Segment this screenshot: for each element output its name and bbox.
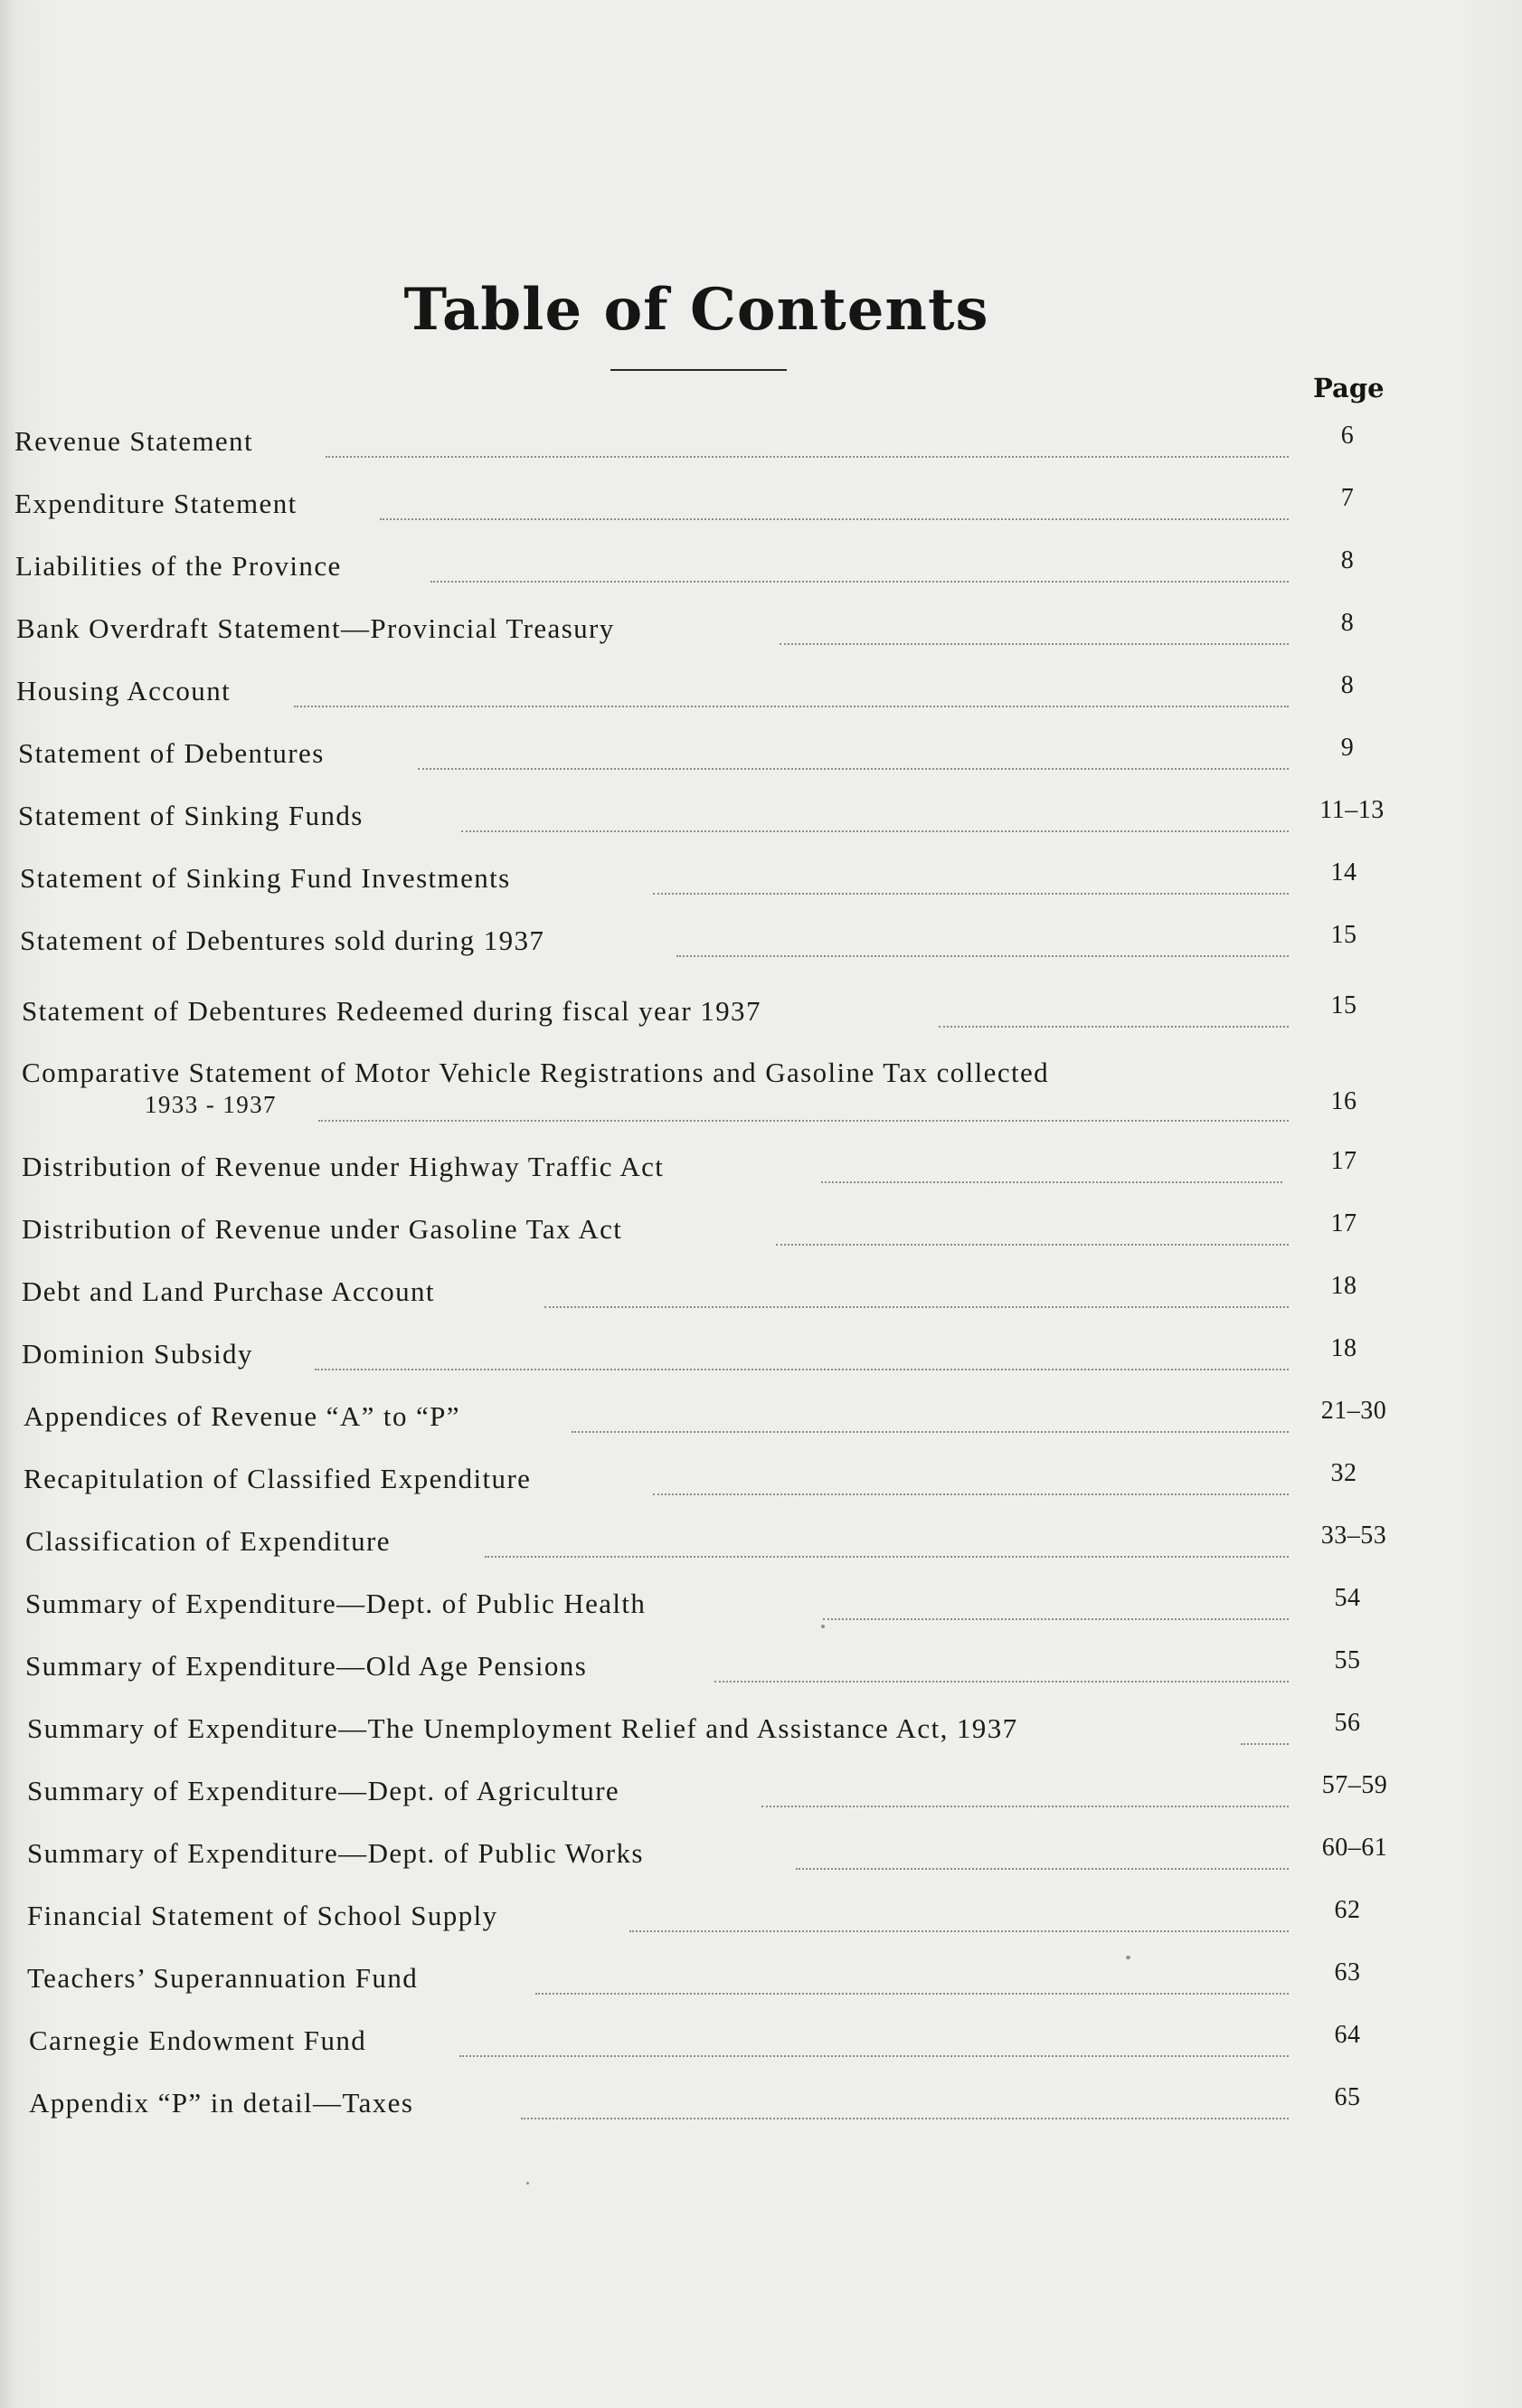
toc-entry-label: Summary of Expenditure—The Unemployment Relief and Assistance Act, 1937: [27, 1712, 1018, 1744]
toc-entry-label-continued: 1933 - 1937: [145, 1091, 277, 1118]
toc-entry: [0, 671, 1522, 720]
toc-entry-label: Debt and Land Purchase Account: [22, 1275, 435, 1307]
dot-leader: [485, 1532, 1289, 1558]
toc-entry-page: 16: [1330, 1087, 1357, 1115]
toc-entry-page: 15: [1330, 991, 1357, 1019]
toc-entry-page: 32: [1330, 1459, 1357, 1487]
toc-entry: [0, 1834, 1522, 1882]
toc-entry-page: 14: [1330, 858, 1357, 886]
page-title: Table of Contents: [403, 276, 989, 344]
toc-entry: [0, 796, 1522, 845]
toc-entry: [0, 1209, 1522, 1258]
dot-leader: [653, 869, 1289, 895]
toc-entry-label: Distribution of Revenue under Highway Traffic Act: [22, 1151, 665, 1182]
dot-leader: [535, 1969, 1289, 1995]
toc-entry: [0, 609, 1522, 658]
toc-entry: [0, 484, 1522, 533]
toc-entry: [0, 734, 1522, 782]
dot-leader: [521, 2094, 1289, 2119]
dot-leader: [821, 1158, 1282, 1183]
toc-entry-label: Bank Overdraft Statement—Provincial Treasury: [16, 612, 615, 644]
toc-entry-page: 65: [1334, 2083, 1361, 2111]
toc-entry-page: 6: [1340, 422, 1355, 450]
dot-leader: [461, 807, 1289, 832]
toc-entry-label: Comparative Statement of Motor Vehicle Registrations and Gasoline Tax collected: [22, 1057, 1050, 1088]
dot-leader: [676, 932, 1289, 957]
toc-entry-page: 17: [1330, 1147, 1357, 1175]
toc-entry-label: Distribution of Revenue under Gasoline Tax Act: [22, 1213, 623, 1245]
toc-entry-page: 8: [1340, 609, 1355, 637]
toc-entry: [0, 1646, 1522, 1695]
toc-entry-label: Appendix “P” in detail—Taxes: [29, 2087, 414, 2119]
toc-entry-page: 18: [1330, 1334, 1357, 1362]
toc-entry-label: Statement of Debentures sold during 1937: [20, 924, 545, 956]
toc-entry-label: Dominion Subsidy: [22, 1338, 253, 1370]
toc-entry-label: Summary of Expenditure—Old Age Pensions: [25, 1650, 588, 1682]
dot-leader: [780, 620, 1289, 645]
print-speck: [1126, 1956, 1130, 1959]
toc-entry: [0, 1896, 1522, 1945]
toc-entry: [0, 991, 1522, 1040]
dot-leader: [315, 1345, 1289, 1370]
toc-entry: [0, 2021, 1522, 2070]
toc-entry: [0, 1147, 1522, 1196]
toc-entry-label: Teachers’ Superannuation Fund: [27, 1962, 419, 1994]
toc-entry-page: 33–53: [1320, 1522, 1387, 1550]
toc-entry-page: 18: [1330, 1272, 1357, 1300]
toc-entry: [0, 546, 1522, 595]
toc-entry-label: Expenditure Statement: [14, 488, 298, 519]
toc-entry-label: Summary of Expenditure—Dept. of Public Works: [27, 1837, 644, 1869]
dot-leader: [796, 1844, 1289, 1870]
dot-leader: [326, 432, 1289, 458]
dot-leader: [418, 744, 1289, 770]
toc-entry-label: Statement of Debentures: [18, 737, 325, 769]
toc-entry-page: 62: [1334, 1896, 1361, 1924]
toc-entry-label: Summary of Expenditure—Dept. of Public Health: [25, 1588, 647, 1619]
dot-leader: [572, 1408, 1289, 1433]
dot-leader: [430, 557, 1289, 583]
toc-entry-page: 55: [1334, 1646, 1361, 1674]
dot-leader: [653, 1470, 1289, 1495]
toc-entry-label: Classification of Expenditure: [25, 1525, 391, 1557]
dot-leader: [939, 1002, 1289, 1028]
dot-leader: [776, 1220, 1289, 1246]
toc-entry-page: 63: [1334, 1958, 1361, 1986]
page-column-header: Page: [1313, 373, 1385, 403]
toc-entry: [0, 422, 1522, 470]
toc-entry-label: Statement of Debentures Redeemed during fiscal year 1937: [22, 995, 761, 1027]
dot-leader: [294, 682, 1289, 707]
toc-entry-page: 8: [1340, 671, 1355, 699]
toc-entry: [0, 1057, 1522, 1125]
dot-leader: [629, 1907, 1289, 1932]
toc-entry-label: Statement of Sinking Fund Investments: [20, 862, 511, 894]
dot-leader: [761, 1782, 1289, 1807]
dot-leader: [544, 1283, 1289, 1308]
toc-entry-label: Statement of Sinking Funds: [18, 800, 364, 831]
toc-entry-label: Housing Account: [16, 675, 232, 706]
toc-entry-page: 17: [1330, 1209, 1357, 1237]
toc-entry-label: Revenue Statement: [14, 425, 253, 457]
toc-entry: [0, 921, 1522, 970]
toc-entry: [0, 1709, 1522, 1758]
dot-leader: [823, 1595, 1289, 1620]
toc-entry-label: Summary of Expenditure—Dept. of Agriculture: [27, 1775, 620, 1806]
toc-entry-page: 9: [1340, 734, 1355, 762]
toc-entry-page: 54: [1334, 1584, 1361, 1612]
toc-entry: [0, 1397, 1522, 1446]
toc-entry: [0, 1459, 1522, 1508]
toc-entry-label: Liabilities of the Province: [15, 550, 342, 582]
print-speck: [821, 1625, 825, 1628]
dot-leader: [714, 1657, 1289, 1683]
toc-entry-label: Financial Statement of School Supply: [27, 1900, 498, 1931]
toc-entry-page: 21–30: [1320, 1397, 1387, 1425]
toc-entry-label: Recapitulation of Classified Expenditure: [24, 1463, 532, 1494]
toc-entry-label: Appendices of Revenue “A” to “P”: [24, 1400, 460, 1432]
toc-entry: [0, 1584, 1522, 1633]
toc-entry-page: 7: [1340, 484, 1355, 512]
dot-leader: [1241, 1720, 1289, 1745]
dot-leader: [318, 1096, 1289, 1122]
toc-entry-page: 60–61: [1321, 1834, 1388, 1862]
toc-entry: [0, 1522, 1522, 1570]
dot-leader: [380, 495, 1289, 520]
dot-leader: [459, 2032, 1289, 2057]
toc-entry: [0, 1334, 1522, 1383]
toc-entry-page: 15: [1330, 921, 1357, 949]
toc-entry: [0, 1771, 1522, 1820]
print-speck: [526, 2182, 529, 2185]
toc-entry-page: 64: [1334, 2021, 1361, 2049]
toc-entry-page: 57–59: [1321, 1771, 1388, 1799]
toc-entry: [0, 858, 1522, 907]
toc-entry: [0, 2083, 1522, 2132]
toc-entry-page: 11–13: [1319, 796, 1385, 824]
toc-entry-page: 8: [1340, 546, 1355, 574]
toc-entry-page: 56: [1334, 1709, 1361, 1737]
toc-entry-label: Carnegie Endowment Fund: [29, 2024, 367, 2056]
toc-entry: [0, 1272, 1522, 1321]
toc-entry: [0, 1958, 1522, 2007]
